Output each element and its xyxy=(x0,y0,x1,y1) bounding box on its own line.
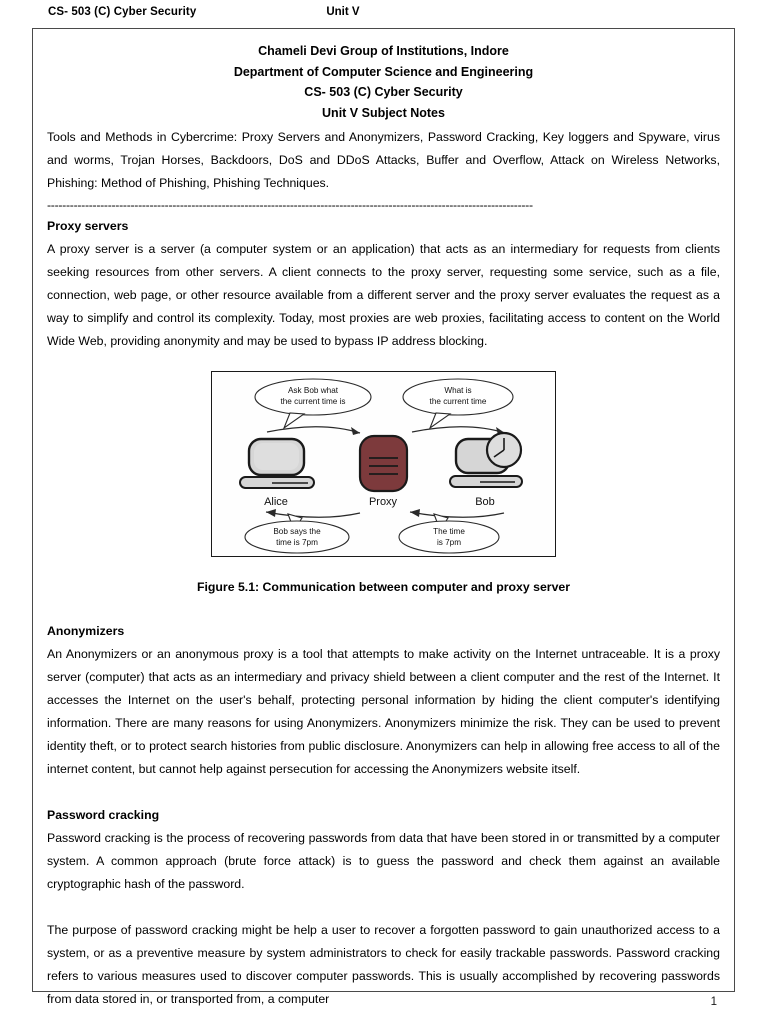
section-paragraph-anonymizers: An Anonymizers or an anonymous proxy is a tool that attempts to make activity on the Internet untraceable. It is a proxy server (computer) that acts as an intermediary and privacy shield between a client computer and the rest of the Internet. It accesses the Internet on the user's behalf, protecting personal information by hiding the client computer's identifying information. There are many reasons for using Anonymizers. Anonymizers minimize the risk. They can be used to prevent identity theft, or to protect search histories from public disclosure. Anonymizers can help in allowing free access to all of the internet content, but cannot help against persecution for accessing the Anonymizers website itself. xyxy=(47,647,720,776)
horizontal-dashed-rule: -------------------------------------------------------------------------------------------------------------------------------- xyxy=(47,198,533,212)
section-paragraph-password-cracking-2: The purpose of password cracking might be help a user to recover a forgotten password to gain unauthorized access to a system, or as a preventive measure by system administrators to check for easily trackable passwords. Password cracking refers to various measures used to discover computer passwords. This is usually accomplished by recovering passwords from data stored in, or transported from, a computer xyxy=(47,923,720,1006)
title-department: Department of Computer Science and Engineering xyxy=(233,64,534,79)
page-content xyxy=(33,29,734,1011)
bubble-alice-request xyxy=(255,379,371,428)
section-heading-password-cracking: Password cracking xyxy=(47,808,160,822)
figure-container xyxy=(47,371,720,557)
bubble-alice-request-line1: Ask Bob what xyxy=(287,386,339,395)
node-bob-computer xyxy=(450,433,522,508)
node-label-alice: Alice xyxy=(264,496,288,508)
arrow-bob-to-proxy xyxy=(410,509,504,517)
bubble-proxy-request-line1: What is xyxy=(444,386,472,395)
page-border-frame xyxy=(32,28,735,1006)
title-notes: Unit V Subject Notes xyxy=(322,105,445,120)
bubble-proxy-request xyxy=(403,379,513,428)
arrow-proxy-to-alice xyxy=(266,509,360,517)
header-unit: Unit V xyxy=(326,6,360,18)
title-institution: Chameli Devi Group of Institutions, Indore xyxy=(258,44,509,58)
document-title-block xyxy=(47,41,720,123)
bubble-bob-reply-line1: The time xyxy=(433,527,465,536)
section-paragraph-password-cracking-1: Password cracking is the process of recovering passwords from data that have been stored in or transmitted by a computer system. A common approach (brute force attack) is to guess the password and check them against an available cryptographic hash of the password. xyxy=(47,831,720,891)
section-heading-proxy-servers: Proxy servers xyxy=(47,219,129,233)
bubble-alice-reply-line2: time is 7pm xyxy=(276,538,318,547)
spacer-before-anonymizers xyxy=(47,597,720,620)
node-label-proxy: Proxy xyxy=(368,496,398,508)
clock-icon xyxy=(487,433,521,467)
spacer-between-password-paragraphs xyxy=(47,896,720,919)
node-label-bob: Bob xyxy=(475,496,495,508)
bubble-bob-reply xyxy=(399,514,499,553)
bubble-alice-reply xyxy=(245,514,349,553)
bubble-bob-reply-line2: is 7pm xyxy=(436,538,462,547)
bubble-alice-request-line2: the current time is xyxy=(280,397,346,406)
node-alice-computer xyxy=(240,439,314,508)
title-course: CS- 503 (C) Cyber Security xyxy=(304,85,463,99)
figure-caption: Figure 5.1: Communication between computer and proxy server xyxy=(196,580,571,594)
arrow-proxy-to-bob xyxy=(412,427,505,435)
proxy-communication-diagram xyxy=(212,372,554,555)
section-paragraph-proxy-servers: A proxy server is a server (a computer system or an application) that acts as an intermediary for requests from clients seeking resources from other servers. A client connects to the proxy server, requesting some service, such as a file, connection, web page, or other resource available from a different server and the proxy server evaluates the request as a way to simplify and control its complexity. Today, most proxies are web proxies, facilitating access to content on the World Wide Web, providing anonymity and may be used to bypass IP address blocking. xyxy=(47,242,720,348)
running-header xyxy=(48,6,708,26)
arrow-alice-to-proxy xyxy=(267,427,360,435)
figure-5-1-image xyxy=(211,371,556,557)
header-course-code: CS- 503 (C) Cyber Security xyxy=(48,6,197,18)
spacer-before-password-cracking xyxy=(47,781,720,804)
node-proxy-server xyxy=(360,436,407,508)
page-number: 1 xyxy=(710,996,717,1008)
bubble-alice-reply-line1: Bob says the xyxy=(273,527,321,536)
bubble-proxy-request-line2: the current time xyxy=(429,397,487,406)
syllabus-paragraph: Tools and Methods in Cybercrime: Proxy Servers and Anonymizers, Password Cracking, Key loggers and Spyware, virus and worms, Trojan Horses, Backdoors, DoS and DDoS Attacks, Buffer and Overflow, Attack on Wireless Networks, Phishing: Method of Phishing, Phishing Techniques. xyxy=(47,130,720,190)
section-heading-anonymizers: Anonymizers xyxy=(47,624,125,638)
